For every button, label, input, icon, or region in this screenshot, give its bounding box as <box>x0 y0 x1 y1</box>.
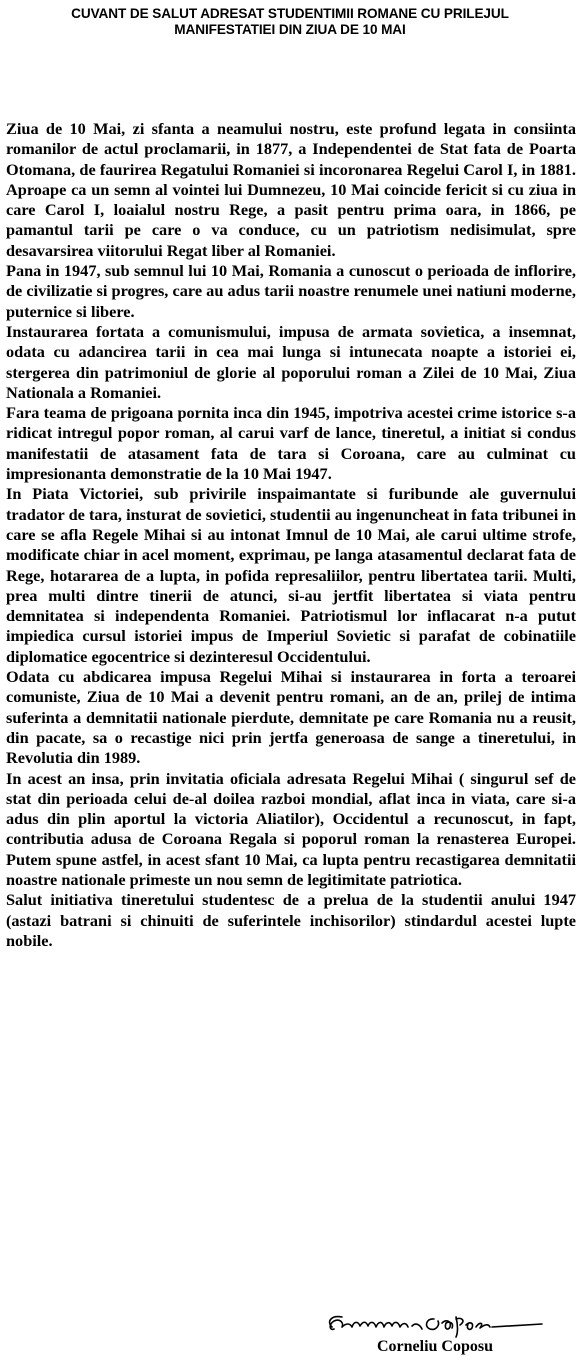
paragraph: Ziua de 10 Mai, zi sfanta a neamului nostru, este profund legata in consiinta romanilor de actul proclamarii, in 1877, a Independentei de Stat fata de Poarta Otomana, de faurirea Regatului Romaniei si incoronarea Regelui Carol I, in 1881. Aproape ca un semn al vointei lui Dumnezeu, 10 Mai coincide fericit si cu ziua in care Carol I, loaialul nostru Rege, a pasit pentru prima oara, in 1866, pe pamantul tarii pe care o va conduce, cu un patriotism nedisimulat, spre desavarsirea viitorului Regat liber al Romaniei. <box>6 119 576 260</box>
handwritten-signature <box>320 1309 550 1339</box>
signer-name: Corneliu Coposu <box>376 1338 494 1355</box>
paragraph: In Piata Victoriei, sub privirile inspaimantate si furibunde ale guvernului tradator de tara, insturat de sovietici, studentii au ingenuncheat in fata tribunei in care se afla Regele Mihai si au intonat Imnul de 10 Mai, ale carui ultime strofe, modificate chiar in acel moment, exprimau, pe langa atasamentul declarat fata de Rege, hotararea de a lupta, in pofida represaliilor, pentru libertatea tarii. Multi, prea multi dintre tinerii de atunci, si-au jertfit libertatea si viata pentru demnitatea si independenta Romaniei. Patriotismul lor inflacarat n-a putut impiedica cursul istoriei impus de Imperiul Sovietic si parafat de cobinatiile diplomatice egocentrice si dezinteresul Occidentului. <box>6 484 576 666</box>
paragraph: Odata cu abdicarea impusa Regelui Mihai si instaurarea in forta a teroarei comuniste, Ziua de 10 Mai a devenit pentru romani, an de an, prilej de intima suferinta a demnitatii nationale pierdute, demnitate pe care Romania nu a reusit, din pacate, sa o recastige nici prin jertfa generoasa de sange a tineretului, in Revolutia din 1989. <box>6 667 576 768</box>
paragraph: Pana in 1947, sub semnul lui 10 Mai, Romania a cunoscut o perioada de inflorire, de civilizatie si progres, care au adus tarii noastre renumele unei natiuni moderne, puternice si libere. <box>6 261 576 321</box>
paragraph: Fara teama de prigoana pornita inca din 1945, impotriva acestei crime istorice s-a ridicat intregul popor roman, al carui varf de lance, tineretul, a initiat si condus manifestatii de atasament fata de tara si Coroana, care au culminat cu impresionanta demonstratie de la 10 Mai 1947. <box>6 403 576 484</box>
title-line-2: MANIFESTATIEI DIN ZIUA DE 10 MAI <box>174 22 406 37</box>
paragraph: Instaurarea fortata a comunismului, impusa de armata sovietica, a insemnat, odata cu adancirea tarii in cea mai lunga si intunecata noapte a istoriei ei, stergerea din patrimoniul de glorie al poporului roman a Zilei de 10 Mai, Ziua Nationala a Romaniei. <box>6 321 576 402</box>
document-title <box>0 6 580 38</box>
title-line-1: CUVANT DE SALUT ADRESAT STUDENTIMII ROMANE CU PRILEJUL <box>71 6 509 21</box>
document-body <box>6 119 576 951</box>
paragraph: In acest an insa, prin invitatia oficiala adresata Regelui Mihai ( singurul sef de stat din perioada celui de-al doilea razboi mondial, aflat inca in viata, care si-a adus din plin aportul la victoria Aliatilor), Occidentul a recunoscut, in fapt, contributia adusa de Coroana Regala si poporul roman la renasterea Europei. Putem spune astfel, in acest sfant 10 Mai, ca lupta pentru recastigarea demnitatii noastre nationale primeste un nou semn de legitimitate patriotica. <box>6 768 576 889</box>
paragraph: Salut initiativa tineretului studentesc de a prelua de la studentii anului 1947 (astazi batrani si chinuiti de suferintele inchisorilor) stindardul acestei lupte nobile. <box>6 890 576 950</box>
